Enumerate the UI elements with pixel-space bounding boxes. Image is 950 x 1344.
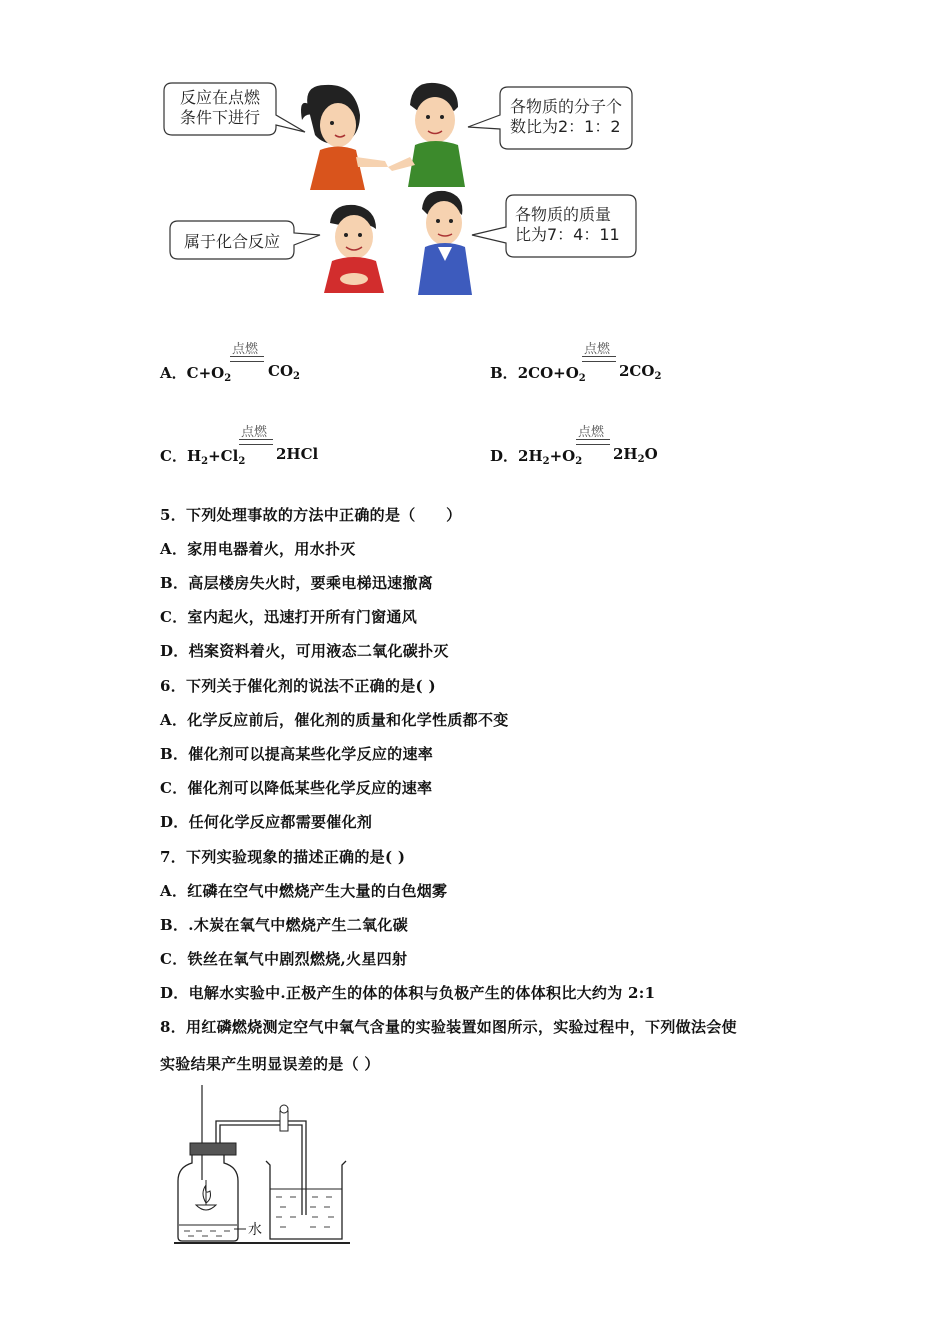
option-a-right: CO — [268, 362, 294, 380]
water-label: 水 — [248, 1222, 262, 1238]
option-d-left-sub: 2 — [542, 456, 550, 467]
option-c-equals — [239, 439, 273, 445]
option-d-right2: O — [644, 445, 658, 463]
option-a-condition: 点燃 — [232, 342, 259, 357]
option-a-left: C+O — [186, 364, 225, 382]
option-d-left2-sub: 2 — [575, 456, 583, 467]
option-b-right-sub: 2 — [654, 371, 662, 382]
option-d-equals — [576, 439, 610, 445]
bubble-4-line-2: 比为7：4：11 — [515, 225, 620, 244]
option-c-label: C． — [160, 447, 187, 465]
q7-stem: 7．下列实验现象的描述正确的是( ) — [160, 848, 406, 866]
option-a-right-group — [268, 362, 300, 382]
bubble-3-line-1: 属于化合反应 — [184, 232, 281, 251]
option-c-left-sub: 2 — [201, 456, 209, 467]
option-c-left2: +Cl — [208, 447, 239, 465]
option-b-right: 2CO — [619, 362, 655, 380]
option-c-right: 2HCl — [276, 445, 319, 463]
option-d-left: 2H — [518, 447, 543, 465]
option-b-equation — [490, 362, 586, 384]
bubble-3-text — [184, 232, 280, 252]
apparatus-diagram — [170, 1085, 360, 1250]
option-c-condition: 点燃 — [241, 425, 268, 440]
q6-option-a: A．化学反应前后，催化剂的质量和化学性质都不变 — [160, 711, 509, 729]
bubble-1-text — [180, 88, 260, 128]
option-a-left-sub: 2 — [224, 373, 232, 384]
q5-option-c: C．室内起火，迅速打开所有门窗通风 — [160, 608, 418, 626]
boy-red-figure — [324, 205, 384, 293]
q7-option-b: B．.木炭在氧气中燃烧产生二氧化碳 — [160, 916, 409, 934]
option-d-label: D． — [490, 447, 519, 465]
option-a-equals — [230, 356, 264, 362]
option-b-left-sub: 2 — [578, 373, 586, 384]
man-blue-figure — [418, 191, 472, 295]
option-d-equation — [490, 445, 582, 467]
bubble-2-text — [510, 97, 622, 137]
boy-green-figure — [388, 83, 465, 187]
q5-stem: 5．下列处理事故的方法中正确的是（ ） — [160, 506, 462, 524]
bubble-1-line-2: 条件下进行 — [180, 108, 261, 127]
option-d-right-group — [613, 445, 658, 465]
q8-stem-line-2: 实验结果产生明显误差的是（ ） — [160, 1055, 380, 1073]
bubble-2-line-2: 数比为2：1：2 — [510, 117, 621, 136]
q8-stem-line-1: 8．用红磷燃烧测定空气中氧气含量的实验装置如图所示，实验过程中，下列做法会使 — [160, 1018, 737, 1036]
q6-option-d: D．任何化学反应都需要催化剂 — [160, 813, 373, 831]
option-b-equals — [582, 356, 616, 362]
bubble-1-line-1: 反应在点燃 — [180, 88, 261, 107]
q5-option-b: B．高层楼房失火时，要乘电梯迅速撤离 — [160, 574, 434, 592]
q6-option-c: C．催化剂可以降低某些化学反应的速率 — [160, 779, 433, 797]
q5-option-d: D．档案资料着火，可用液态二氧化碳扑灭 — [160, 642, 449, 660]
option-d-condition: 点燃 — [578, 425, 605, 440]
option-b-condition: 点燃 — [584, 342, 611, 357]
option-b-left: 2CO+O — [517, 364, 579, 382]
q7-option-a: A．红磷在空气中燃烧产生大量的白色烟雾 — [160, 882, 448, 900]
option-a-right-sub: 2 — [293, 371, 300, 382]
option-d-left2: +O — [549, 447, 576, 465]
girl-figure — [301, 85, 388, 190]
option-c-right-group — [276, 445, 318, 463]
option-b-label: B． — [490, 364, 518, 382]
option-a-label: A． — [160, 364, 187, 382]
bubble-2-line-1: 各物质的分子个 — [510, 97, 623, 116]
option-a-equation — [160, 362, 231, 384]
bubble-4-line-1: 各物质的质量 — [515, 205, 612, 224]
option-b-right-group — [619, 362, 661, 382]
q6-stem: 6．下列关于催化剂的说法不正确的是( ) — [160, 677, 436, 695]
option-c-equation — [160, 445, 245, 467]
q6-option-b: B．催化剂可以提高某些化学反应的速率 — [160, 745, 434, 763]
q5-option-a: A．家用电器着火，用水扑灭 — [160, 540, 356, 558]
q7-option-d: D．电解水实验中.正极产生的体的体积与负极产生的体体积比大约为 2:1 — [160, 984, 656, 1002]
option-d-right-sub: 2 — [637, 454, 645, 465]
option-c-left2-sub: 2 — [238, 456, 246, 467]
option-c-left: H — [186, 447, 202, 465]
option-d-right: 2H — [613, 445, 638, 463]
bubble-4-text — [515, 205, 620, 245]
q7-option-c: C．铁丝在氧气中剧烈燃烧,火星四射 — [160, 950, 408, 968]
